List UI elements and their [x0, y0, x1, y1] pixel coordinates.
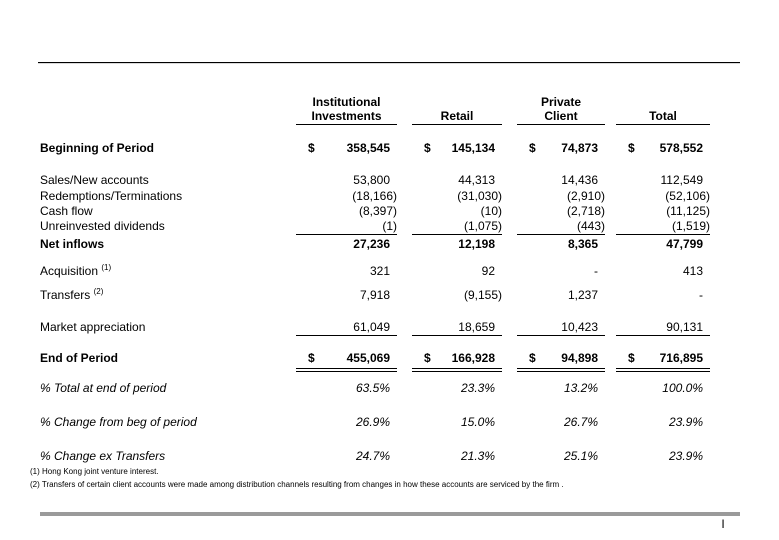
column-header-line2: Total	[649, 109, 677, 123]
cell-private-client: -	[594, 264, 598, 278]
cell-institutional: $ 455,069	[296, 351, 397, 372]
row-label: % Change from beg of period	[40, 415, 197, 429]
cell-retail: 15.0%	[460, 415, 495, 429]
cell-private-client: (2,718)	[566, 204, 605, 218]
cell-private-client: (443)	[517, 219, 605, 235]
cell-total: 100.0%	[662, 381, 703, 395]
cell-private-client: 1,237	[567, 288, 598, 302]
dollar-sign: $	[424, 351, 431, 365]
table-row-net-inflows	[0, 237, 779, 253]
table-row-redemptions-terminations	[0, 189, 779, 205]
footnote-2: (2) Transfers of certain client accounts were made among distribution channels resulting from changes in how these accounts are serviced by the firm .	[30, 480, 564, 489]
column-header-retail	[412, 91, 502, 125]
cell-institutional: $ 358,545	[296, 141, 397, 157]
table-row-end-of-period	[0, 351, 779, 367]
cell-total: (1,519)	[616, 219, 710, 235]
cell-total: (52,106)	[665, 189, 710, 203]
table-row-acquisition	[0, 264, 779, 280]
cell-retail: (10)	[480, 204, 502, 218]
table-row-pct-change-from-beg	[0, 415, 779, 431]
cell-retail: 44,313	[458, 173, 495, 187]
cell-institutional: 53,800	[353, 173, 390, 187]
table-row-transfers	[0, 288, 779, 304]
table-row-unreinvested-dividends	[0, 219, 779, 235]
cell-private-client: 14,436	[561, 173, 598, 187]
cell-total: 90,131	[616, 320, 710, 336]
cell-retail: (1,075)	[412, 219, 502, 235]
row-label: Redemptions/Terminations	[40, 189, 183, 203]
table-row-market-appreciation	[0, 320, 779, 336]
cell-institutional: (1)	[296, 219, 397, 235]
cell-institutional: 61,049	[296, 320, 397, 336]
column-header-line1: Institutional	[312, 95, 381, 109]
cell-retail: (9,155)	[463, 288, 502, 302]
cell-retail: 12,198	[458, 237, 495, 251]
cell-retail: 23.3%	[460, 381, 495, 395]
cell-private-client: (2,910)	[566, 189, 605, 203]
dollar-sign: $	[529, 141, 536, 155]
cell-retail: (31,030)	[457, 189, 502, 203]
column-header-institutional-investments	[296, 91, 397, 125]
cell-institutional: 27,236	[353, 237, 390, 251]
column-header-line2: Client	[544, 109, 578, 123]
cell-total: -	[699, 288, 703, 302]
cell-private-client: 8,365	[567, 237, 598, 251]
cell-total: 47,799	[666, 237, 703, 251]
row-label: Acquisition $^{(1)}$	[40, 263, 112, 278]
dollar-sign: $	[628, 351, 635, 365]
cell-retail: $ 145,134	[412, 141, 502, 157]
row-label: Cash flow	[40, 204, 93, 218]
cell-total: 112,549	[660, 173, 703, 187]
cell-institutional: 7,918	[359, 288, 390, 302]
cell-retail: 21.3%	[460, 449, 495, 463]
row-label: Market appreciation	[40, 320, 146, 334]
table-row-sales-new-accounts	[0, 173, 779, 189]
cell-total: 413	[682, 264, 703, 278]
row-label: End of Period	[40, 351, 118, 365]
page-number: I	[721, 517, 725, 531]
footnote-ref-1: (1)	[101, 263, 112, 272]
column-header-line2: Investments	[311, 109, 382, 123]
cell-retail: 18,659	[412, 320, 502, 336]
cell-total: 23.9%	[668, 449, 703, 463]
bottom-divider-line	[40, 512, 740, 516]
column-header-line1: Private	[540, 95, 582, 109]
table-row-pct-change-ex-transfers	[0, 449, 779, 465]
row-label: Transfers $^{(2)}$	[40, 287, 104, 302]
dollar-sign: $	[308, 141, 315, 155]
cell-institutional: 63.5%	[355, 381, 390, 395]
cell-private-client: 13.2%	[563, 381, 598, 395]
dollar-sign: $	[529, 351, 536, 365]
cell-total: $ 716,895	[616, 351, 710, 372]
cell-private-client: 10,423	[517, 320, 605, 336]
cell-institutional: 24.7%	[355, 449, 390, 463]
dollar-sign: $	[424, 141, 431, 155]
cell-private-client: $ 94,898	[517, 351, 605, 372]
cell-institutional: (8,397)	[358, 204, 397, 218]
dollar-sign: $	[628, 141, 635, 155]
cell-retail: 92	[481, 264, 495, 278]
top-divider-line	[38, 62, 740, 64]
cell-total: $ 578,552	[616, 141, 710, 157]
cell-retail: $ 166,928	[412, 351, 502, 372]
table-row-pct-total-end-of-period	[0, 381, 779, 397]
column-header-line2: Retail	[440, 109, 474, 123]
cell-institutional: 321	[369, 264, 390, 278]
cell-institutional: (18,166)	[352, 189, 397, 203]
cell-private-client: 26.7%	[563, 415, 598, 429]
footnote-1: (1) Hong Kong joint venture interest.	[30, 467, 159, 476]
footnote-ref-2: (2)	[93, 287, 104, 296]
cell-private-client: 25.1%	[563, 449, 598, 463]
row-label: % Change ex Transfers	[40, 449, 166, 463]
column-header-total	[616, 91, 710, 125]
table-row-cash-flow	[0, 204, 779, 220]
cell-total: (11,125)	[666, 204, 710, 218]
row-label: Unreinvested dividends	[40, 219, 165, 233]
dollar-sign: $	[308, 351, 315, 365]
row-label: Beginning of Period	[40, 141, 154, 155]
cell-private-client: $ 74,873	[517, 141, 605, 157]
cell-total: 23.9%	[668, 415, 703, 429]
column-header-private-client	[517, 91, 605, 125]
table-row-beginning-of-period	[0, 141, 779, 157]
cell-institutional: 26.9%	[355, 415, 390, 429]
row-label: Sales/New accounts	[40, 173, 149, 187]
row-label: Net inflows	[40, 237, 105, 251]
row-label: % Total at end of period	[40, 381, 167, 395]
